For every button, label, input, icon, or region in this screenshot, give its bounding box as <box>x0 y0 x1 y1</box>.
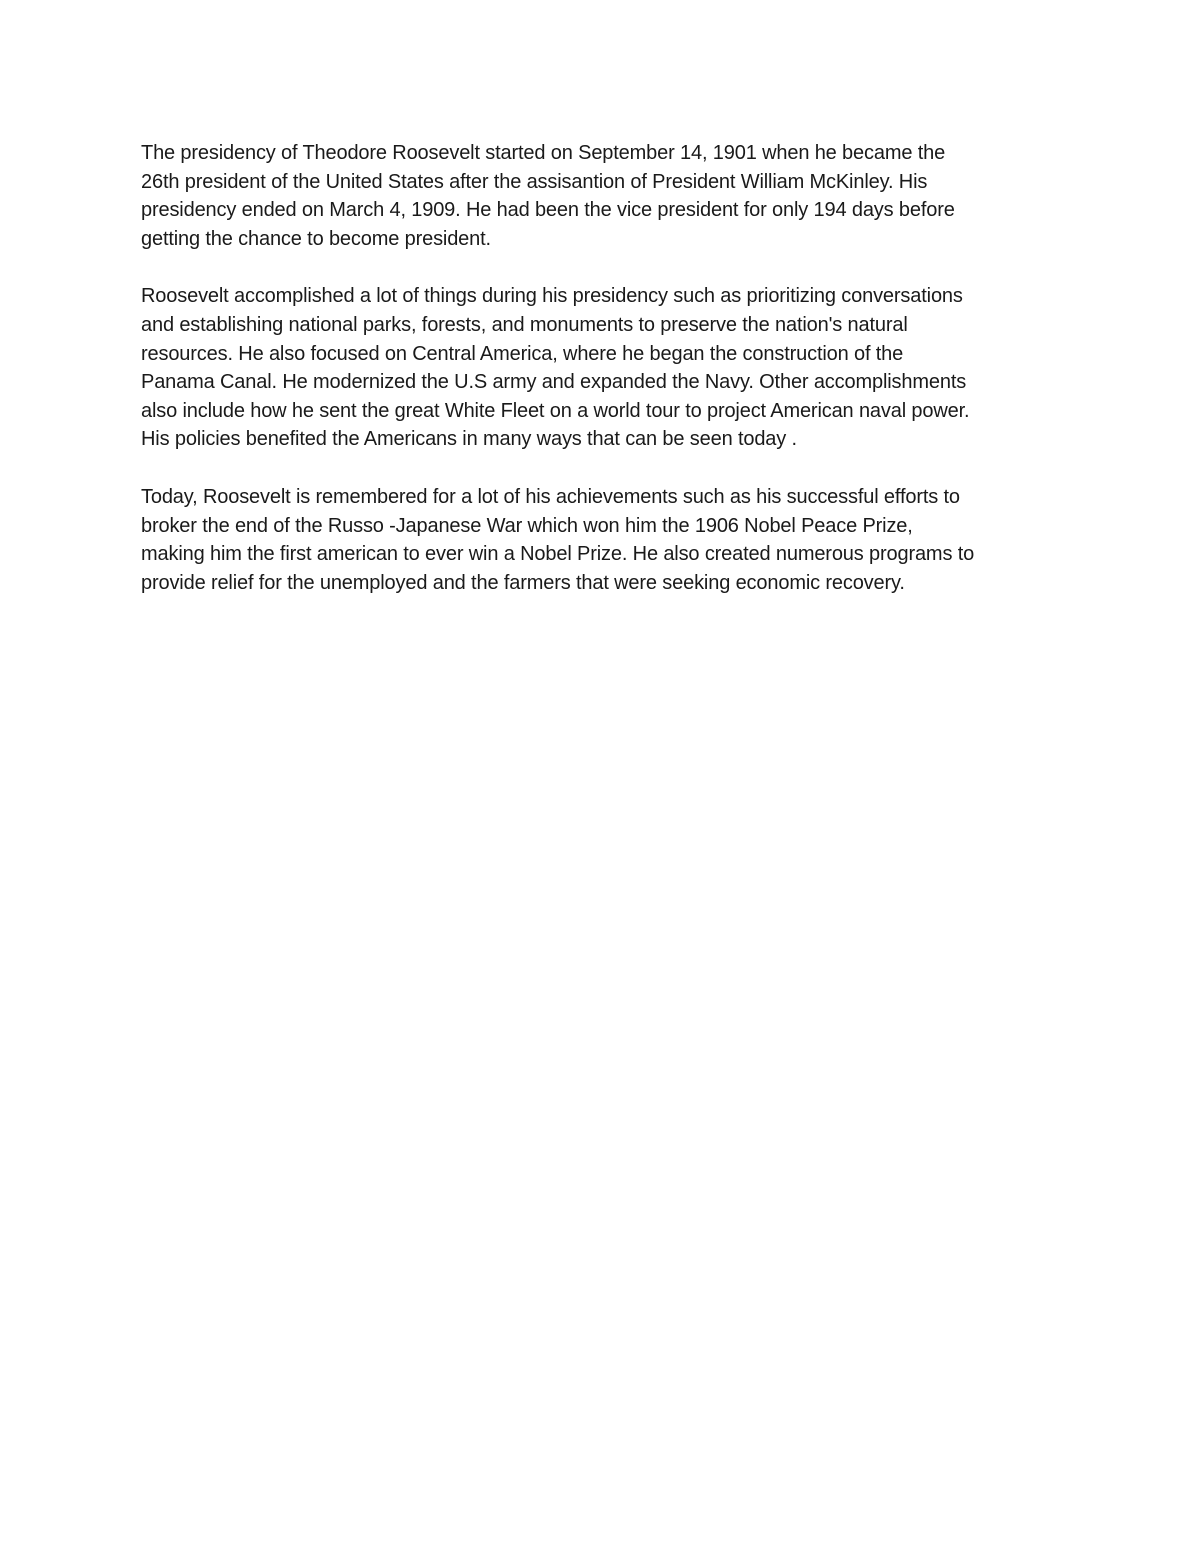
paragraph-presidency-start <box>141 139 1071 253</box>
paragraph-legacy <box>141 483 1071 597</box>
text-line: Panama Canal. He modernized the U.S army and expanded the Navy. Other accomplishments <box>141 371 967 394</box>
text-line: presidency ended on March 4, 1909. He had been the vice president for only 194 days before <box>141 199 955 222</box>
text-line: The presidency of Theodore Roosevelt started on September 14, 1901 when he became the <box>141 142 946 164</box>
text-line: Roosevelt accomplished a lot of things during his presidency such as prioritizing conversations <box>141 285 963 308</box>
text-line: and establishing national parks, forests, and monuments to preserve the nation's natural <box>141 313 908 336</box>
text-line: also include how he sent the great White Fleet on a world tour to project American naval power. <box>141 399 970 422</box>
text-line: broker the end of the Russo -Japanese War which won him the 1906 Nobel Peace Prize, <box>141 514 913 537</box>
text-line: getting the chance to become president. <box>141 227 491 250</box>
paragraph-accomplishments <box>141 282 1071 454</box>
text-line: 26th president of the United States after the assisantion of President William McKinley. His <box>141 170 928 193</box>
text-line: provide relief for the unemployed and the farmers that were seeking economic recovery. <box>141 571 905 594</box>
text-line: Today, Roosevelt is remembered for a lot of his achievements such as his successful efforts to <box>141 485 960 508</box>
text-line: His policies benefited the Americans in many ways that can be seen today . <box>141 428 797 451</box>
document-body <box>141 139 1071 626</box>
text-line: making him the first american to ever win a Nobel Prize. He also created numerous programs to <box>141 543 975 566</box>
text-line: resources. He also focused on Central America, where he began the construction of the <box>141 342 904 365</box>
